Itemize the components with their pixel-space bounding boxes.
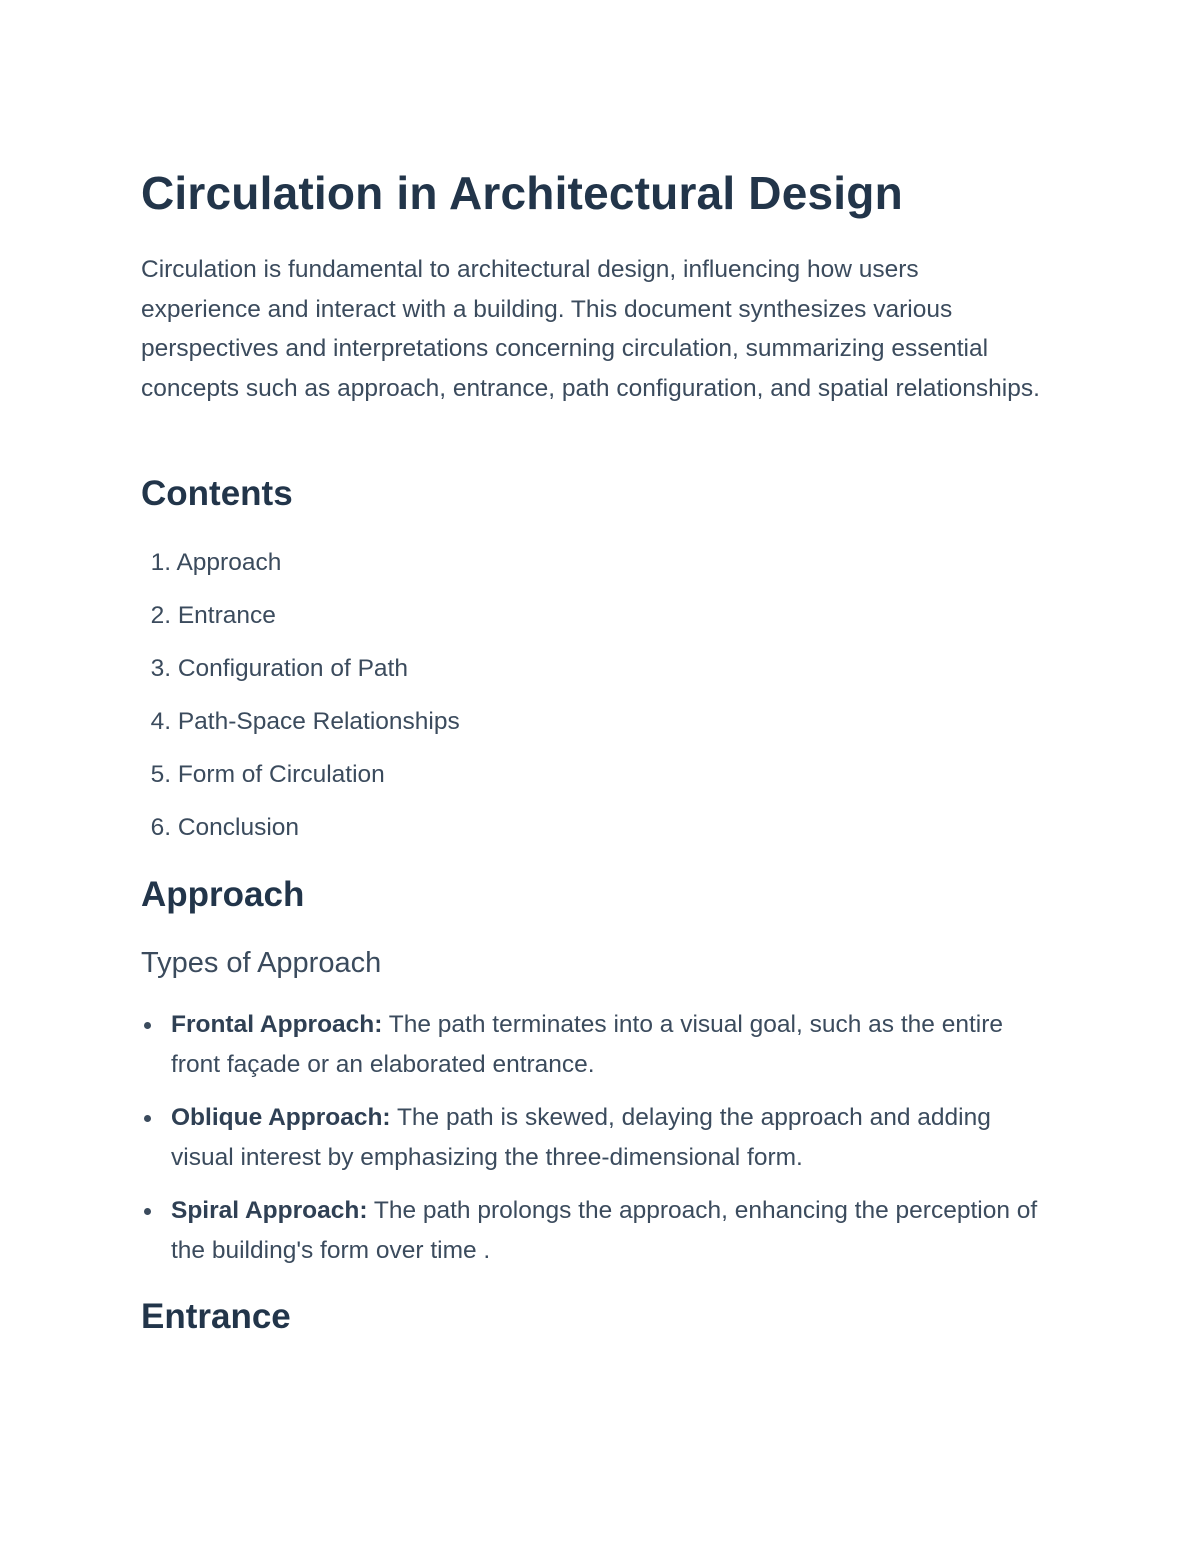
types-of-approach-subheading: Types of Approach — [141, 947, 382, 979]
toc-item-path-space-relationships — [141, 704, 460, 757]
approach-description: The path prolongs the approach, enhancing the perception of the building's form over time . — [171, 1197, 1038, 1264]
toc-item-label: Form of Circulation — [177, 761, 385, 788]
toc-item-number: 6. — [150, 814, 171, 841]
approach-description: The path terminates into a visual goal, such as the entire front façade or an elaborated entrance. — [171, 1011, 1003, 1078]
approach-term: Frontal Approach: — [171, 1011, 383, 1038]
table-of-contents — [141, 545, 460, 863]
approach-term: Oblique Approach: — [171, 1104, 391, 1131]
document-title: Circulation in Architectural Design — [141, 167, 903, 219]
toc-item-conclusion — [141, 810, 460, 863]
approach-term: Spiral Approach: — [171, 1197, 368, 1224]
toc-item-label: Configuration of Path — [177, 655, 408, 682]
contents-heading: Contents — [141, 474, 293, 513]
approach-types-list — [141, 1005, 1041, 1284]
toc-item-number: 1. — [150, 549, 171, 576]
toc-item-label: Entrance — [177, 602, 276, 629]
approach-description: The path is skewed, delaying the approach and adding visual interest by emphasizing the three-dimensional form. — [171, 1104, 991, 1171]
bullet-icon — [144, 1115, 151, 1122]
toc-item-number: 4. — [150, 708, 171, 735]
intro-paragraph: Circulation is fundamental to architectural design, influencing how users experience and interact with a building. This document synthesizes various perspectives and interpretations concerning circulation, summarizing essential concepts such as approach, entrance, path configuration, and spatial relationships. — [141, 256, 1040, 402]
toc-item-label: Conclusion — [177, 814, 300, 841]
toc-item-configuration-of-path — [141, 651, 460, 704]
toc-item-number: 3. — [150, 655, 171, 682]
toc-item-number: 2. — [150, 602, 171, 629]
toc-item-number: 5. — [150, 761, 171, 788]
approach-heading: Approach — [141, 875, 305, 914]
toc-item-approach — [141, 545, 460, 598]
list-item-frontal-approach — [141, 1005, 1041, 1084]
toc-item-entrance — [141, 598, 460, 651]
toc-item-form-of-circulation — [141, 757, 460, 810]
bullet-icon — [144, 1022, 151, 1029]
toc-item-label: Path-Space Relationships — [177, 708, 460, 735]
list-item-oblique-approach — [141, 1098, 1041, 1177]
entrance-heading: Entrance — [141, 1297, 291, 1336]
bullet-icon — [144, 1208, 151, 1215]
list-item-spiral-approach — [141, 1191, 1041, 1270]
toc-item-label: Approach — [176, 549, 282, 576]
